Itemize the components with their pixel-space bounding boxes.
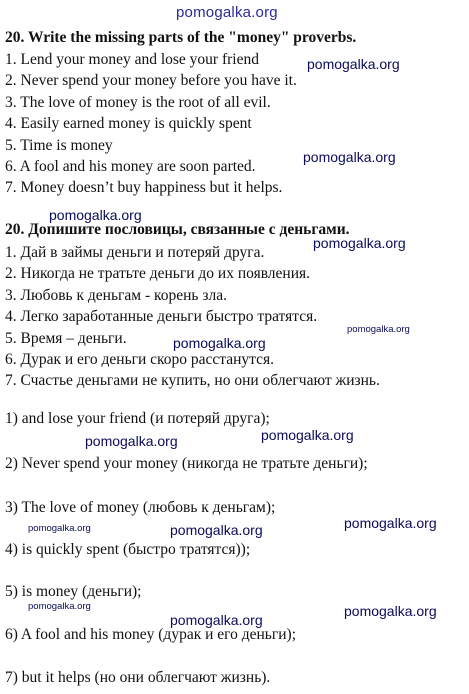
answer-3: 3) The love of money (любовь к деньгам); [5, 499, 276, 516]
proverb-ru-6: 6. Дурак и его деньги скоро расстанутся. [5, 351, 275, 368]
proverb-ru-4: 4. Легко заработанные деньги быстро тратятся. [5, 308, 318, 325]
watermark: pomogalka.org [49, 207, 142, 223]
watermark: pomogalka.org [28, 523, 91, 534]
proverb-ru-2: 2. Никогда не тратьте деньги до их появления. [5, 265, 311, 282]
watermark: pomogalka.org [173, 335, 266, 351]
answer-5: 5) is money (деньги); [5, 583, 142, 600]
watermark: pomogalka.org [313, 235, 406, 251]
watermark: pomogalka.org [344, 515, 437, 531]
proverb-en-6: 6. A fool and his money are soon parted. [5, 158, 256, 175]
proverb-en-5: 5. Time is money [5, 137, 113, 154]
proverb-en-7: 7. Money doesn’t buy happiness but it helps. [5, 179, 283, 196]
answer-4: 4) is quickly spent (быстро тратятся)); [5, 541, 251, 558]
watermark: pomogalka.org [28, 601, 91, 612]
answer-7: 7) but it helps (но они облегчают жизнь). [5, 669, 271, 686]
proverb-en-1: 1. Lend your money and lose your friend [5, 51, 259, 68]
answer-1: 1) and lose your friend (и потеряй друга); [5, 410, 270, 427]
heading-en: 20. Write the missing parts of the "money" proverbs. [5, 29, 357, 46]
watermark-top: pomogalka.org [176, 4, 278, 21]
watermark: pomogalka.org [170, 522, 263, 538]
proverb-en-3: 3. The love of money is the root of all evil. [5, 94, 271, 111]
proverb-ru-7: 7. Счастье деньгами не купить, но они облегчают жизнь. [5, 372, 380, 389]
watermark: pomogalka.org [303, 149, 396, 165]
heading-ru: 20. Допишите пословицы, связанные с деньгами. [5, 221, 350, 238]
proverb-en-2: 2. Never spend your money before you have it. [5, 72, 297, 89]
watermark: pomogalka.org [344, 603, 437, 619]
watermark: pomogalka.org [261, 427, 354, 443]
answer-2: 2) Never spend your money (никогда не тратьте деньги); [5, 455, 368, 472]
watermark: pomogalka.org [170, 612, 263, 628]
proverb-ru-5: 5. Время – деньги. [5, 330, 127, 347]
answer-6: 6) A fool and his money (дурак и его деньги); [5, 626, 296, 643]
proverb-ru-3: 3. Любовь к деньгам - корень зла. [5, 287, 227, 304]
proverb-en-4: 4. Easily earned money is quickly spent [5, 115, 252, 132]
watermark: pomogalka.org [85, 433, 178, 449]
watermark: pomogalka.org [307, 56, 400, 72]
proverb-ru-1: 1. Дай в займы деньги и потеряй друга. [5, 244, 265, 261]
watermark: pomogalka.org [347, 324, 410, 335]
